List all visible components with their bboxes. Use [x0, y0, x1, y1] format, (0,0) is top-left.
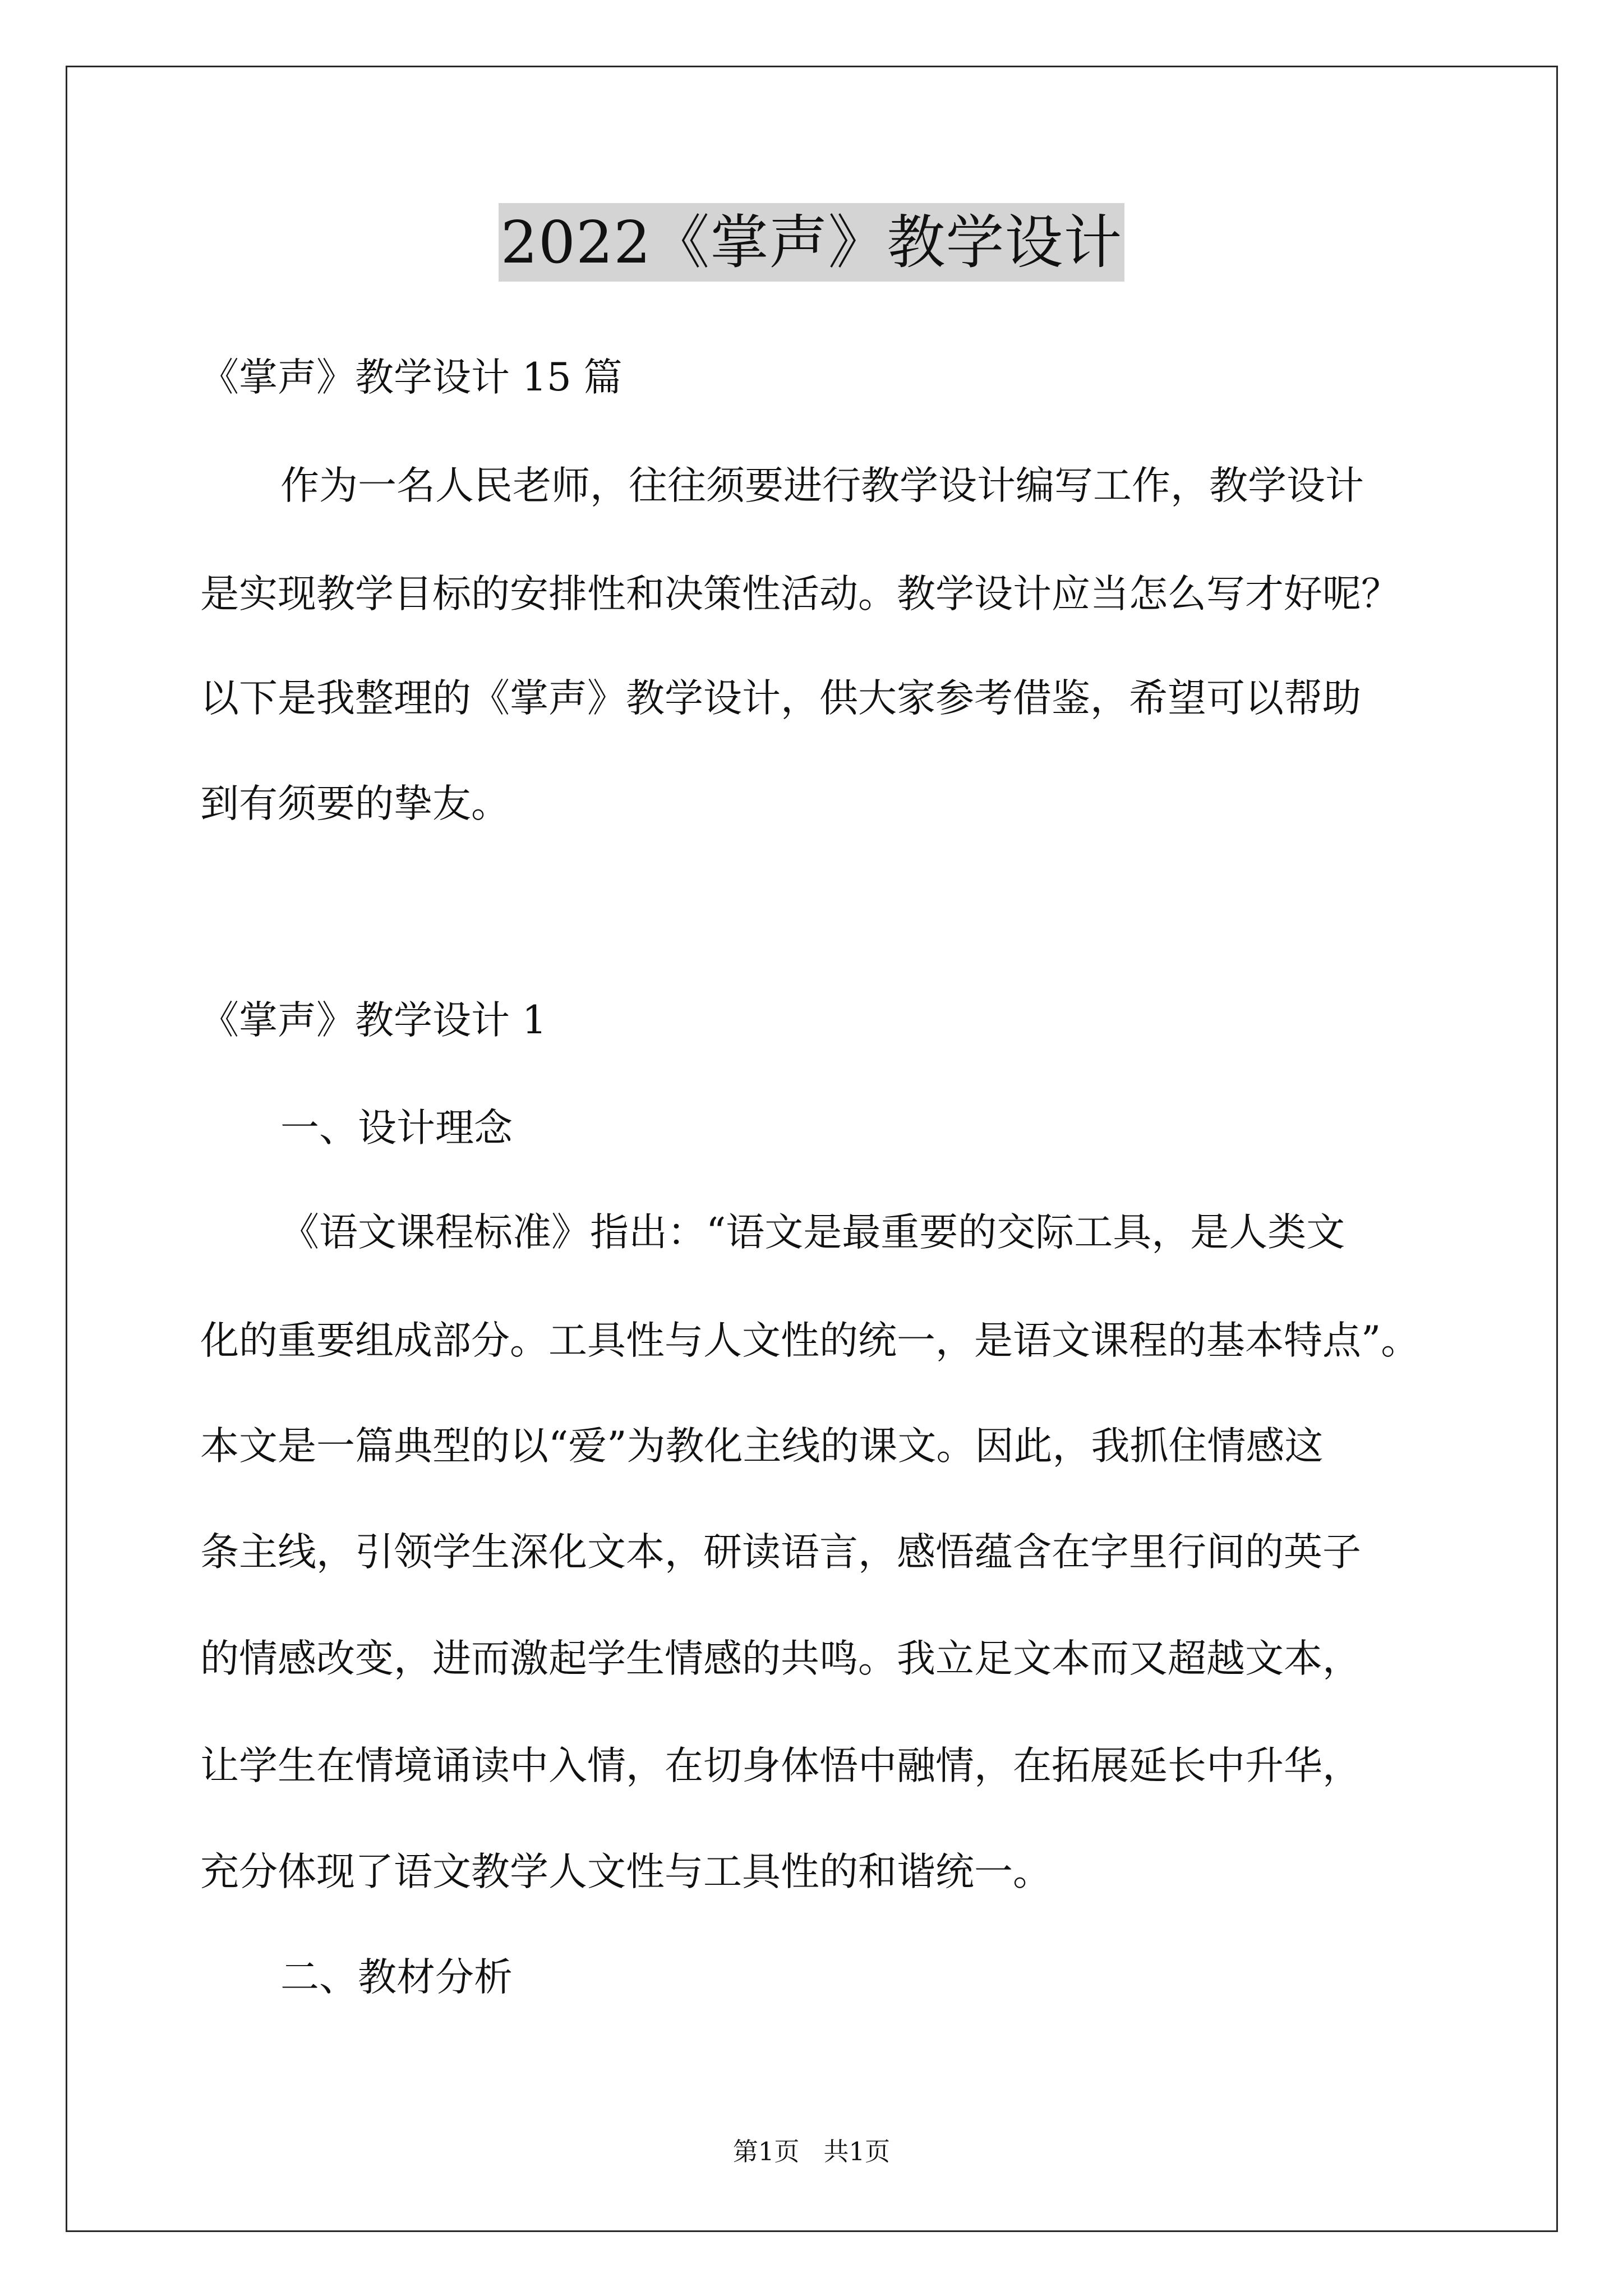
section-heading: 《掌声》教学设计 1 — [200, 998, 547, 1043]
intro-paragraph-line-1: 作为一名人民老师，往往须要进行教学设计编写工作，教学设计 — [280, 463, 1364, 508]
intro-paragraph-line-2: 是实现教学目标的安排性和决策性活动。教学设计应当怎么写才好呢？ — [200, 572, 1400, 616]
body-paragraph-line-6: 让学生在情境诵读中入情，在切身体悟中融情，在拓展延长中升华， — [200, 1743, 1361, 1788]
page-footer: 第1页 共1页 — [732, 2137, 891, 2166]
body-paragraph-line-7: 充分体现了语文教学人文性与工具性的和谐统一。 — [200, 1849, 1052, 1894]
document-title: 2022《掌声》教学设计 — [499, 203, 1125, 282]
body-paragraph-line-3: 本文是一篇典型的以“爱”为教化主线的课文。因此，我抓住情感这 — [200, 1424, 1324, 1469]
body-paragraph-line-2: 化的重要组成部分。工具性与人文性的统一，是语文课程的基本特点”。 — [200, 1318, 1420, 1363]
subheading-material-analysis: 二、教材分析 — [280, 1955, 513, 2000]
body-paragraph-line-1: 《语文课程标准》指出：“语文是最重要的交际工具，是人类文 — [280, 1210, 1345, 1255]
body-paragraph-line-5: 的情感改变，进而激起学生情感的共鸣。我立足文本而又超越文本， — [200, 1636, 1361, 1681]
subheading-design-concept: 一、设计理念 — [280, 1106, 513, 1151]
intro-paragraph-line-4: 到有须要的挚友。 — [200, 781, 510, 826]
subtitle-line: 《掌声》教学设计 15 篇 — [200, 355, 623, 400]
title-container — [0, 203, 1623, 282]
intro-paragraph-line-3: 以下是我整理的《掌声》教学设计，供大家参考借鉴，希望可以帮助 — [200, 676, 1361, 721]
body-paragraph-line-4: 条主线，引领学生深化文本，研读语言，感悟蕴含在字里行间的英子 — [200, 1530, 1361, 1575]
